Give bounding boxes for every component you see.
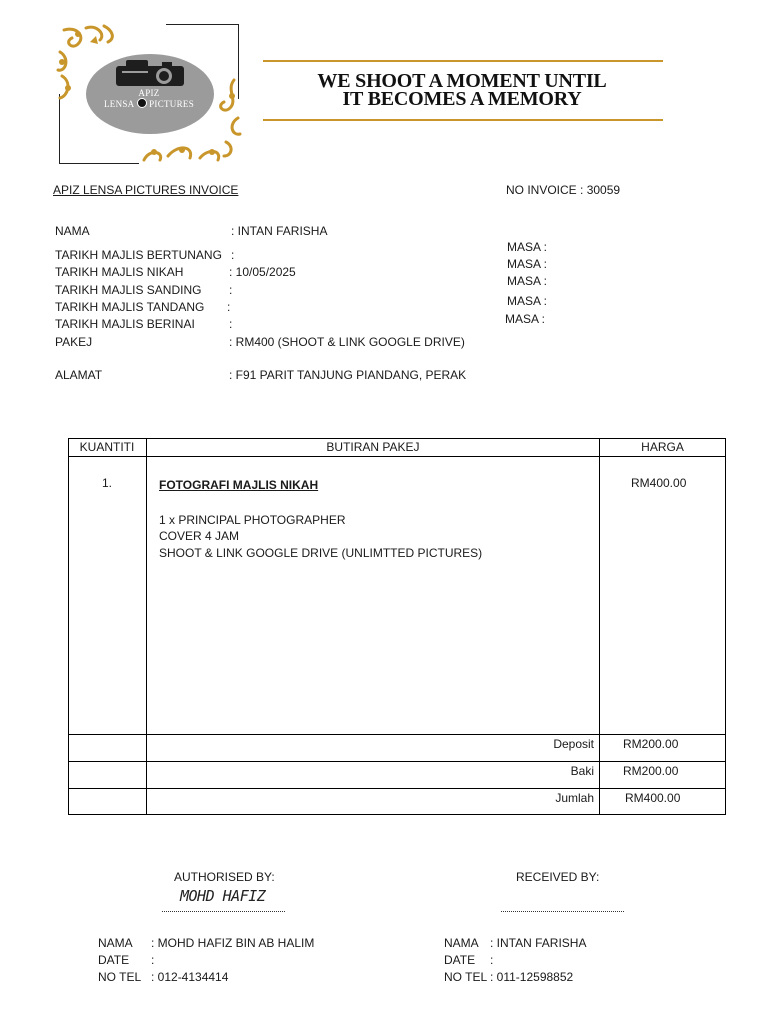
logo-text <box>56 98 242 109</box>
berinai-label: TARIKH MAJLIS BERINAI <box>55 317 195 331</box>
table-border <box>146 438 147 815</box>
invoice-table <box>68 438 726 815</box>
item-quantity: 1. <box>102 476 113 490</box>
invoice-number-value: 30059 <box>586 183 621 197</box>
slogan-line-1: WE SHOOT A MOMENT UNTIL <box>317 70 607 92</box>
column-header-kuantiti: KUANTITI <box>79 440 135 454</box>
recv-tel-value: : 011-12598852 <box>490 970 574 984</box>
authorised-heading: AUTHORISED BY: <box>174 870 275 884</box>
alamat-value: : F91 PARIT TANJUNG PIANDANG, PERAK <box>229 368 467 382</box>
logo-frame-line <box>166 24 239 25</box>
table-border <box>725 438 726 815</box>
logo-text-lensa: LENSA <box>103 99 134 109</box>
masa-field: MASA : <box>507 257 548 271</box>
lens-icon <box>137 98 147 108</box>
item-line: SHOOT & LINK GOOGLE DRIVE (UNLIMTTED PICTURES) <box>159 546 483 560</box>
logo-frame-line <box>59 163 139 164</box>
tandang-label: TARIKH MAJLIS TANDANG <box>55 300 205 314</box>
pakej-label: PAKEJ <box>55 335 93 349</box>
table-border <box>68 788 726 789</box>
slogan-bottom-rule <box>263 119 663 121</box>
bertunang-value: : <box>231 248 235 262</box>
masa-field: MASA : <box>505 312 546 326</box>
masa-field: MASA : <box>507 294 548 308</box>
bertunang-label: TARIKH MAJLIS BERTUNANG <box>55 248 222 262</box>
signature-line <box>501 911 624 912</box>
table-border <box>599 438 600 815</box>
recv-date-value: : <box>490 953 494 967</box>
recv-date-label: DATE <box>444 953 476 967</box>
alamat-label: ALAMAT <box>55 368 103 382</box>
baki-label: Baki <box>570 764 594 778</box>
recv-nama-value: : INTAN FARISHA <box>490 936 587 950</box>
sanding-label: TARIKH MAJLIS SANDING <box>55 283 202 297</box>
item-price: RM400.00 <box>631 476 687 490</box>
table-border <box>68 438 69 815</box>
deposit-label: Deposit <box>553 737 594 751</box>
auth-date-value: : <box>151 953 155 967</box>
masa-field: MASA : <box>507 240 548 254</box>
auth-tel-label: NO TEL <box>98 970 142 984</box>
nama-value: : INTAN FARISHA <box>231 224 328 238</box>
auth-nama-value: : MOHD HAFIZ BIN AB HALIM <box>151 936 315 950</box>
table-border <box>68 734 726 735</box>
sanding-value: : <box>229 283 233 297</box>
auth-tel-value: : 012-4134414 <box>151 970 229 984</box>
signature-line <box>162 911 285 912</box>
company-logo <box>56 24 242 164</box>
nikah-value: : 10/05/2025 <box>229 265 296 279</box>
slogan-top-rule <box>263 60 663 62</box>
auth-date-label: DATE <box>98 953 130 967</box>
tandang-value: : <box>227 300 231 314</box>
item-line: 1 x PRINCIPAL PHOTOGRAPHER <box>159 513 346 527</box>
column-header-harga: HARGA <box>641 440 684 454</box>
pakej-value: : RM400 (SHOOT & LINK GOOGLE DRIVE) <box>229 335 465 349</box>
slogan-line-2: IT BECOMES A MEMORY <box>342 88 582 110</box>
auth-nama-label: NAMA <box>98 936 133 950</box>
received-heading: RECEIVED BY: <box>516 870 600 884</box>
invoice-number-label: NO INVOICE : <box>506 183 584 197</box>
logo-text-pictures: PICTURES <box>149 99 195 109</box>
recv-nama-label: NAMA <box>444 936 479 950</box>
camera-icon <box>112 58 188 88</box>
item-title: FOTOGRAFI MAJLIS NIKAH <box>159 478 319 492</box>
authorised-signature: MOHD HAFIZ <box>180 887 266 905</box>
item-line: COVER 4 JAM <box>159 529 240 543</box>
masa-field: MASA : <box>507 274 548 288</box>
nama-label: NAMA <box>55 224 90 238</box>
table-border <box>68 814 726 815</box>
nikah-label: TARIKH MAJLIS NIKAH <box>55 265 184 279</box>
baki-value: RM200.00 <box>623 764 679 778</box>
recv-tel-label: NO TEL <box>444 970 488 984</box>
logo-text: APIZ <box>138 88 160 98</box>
table-border <box>68 761 726 762</box>
invoice-title: APIZ LENSA PICTURES INVOICE <box>53 183 239 197</box>
deposit-value: RM200.00 <box>623 737 679 751</box>
table-border <box>68 456 726 457</box>
column-header-butiran: BUTIRAN PAKEJ <box>326 440 420 454</box>
jumlah-label: Jumlah <box>555 791 594 805</box>
invoice-number <box>506 183 620 197</box>
berinai-value: : <box>229 317 233 331</box>
jumlah-value: RM400.00 <box>625 791 681 805</box>
